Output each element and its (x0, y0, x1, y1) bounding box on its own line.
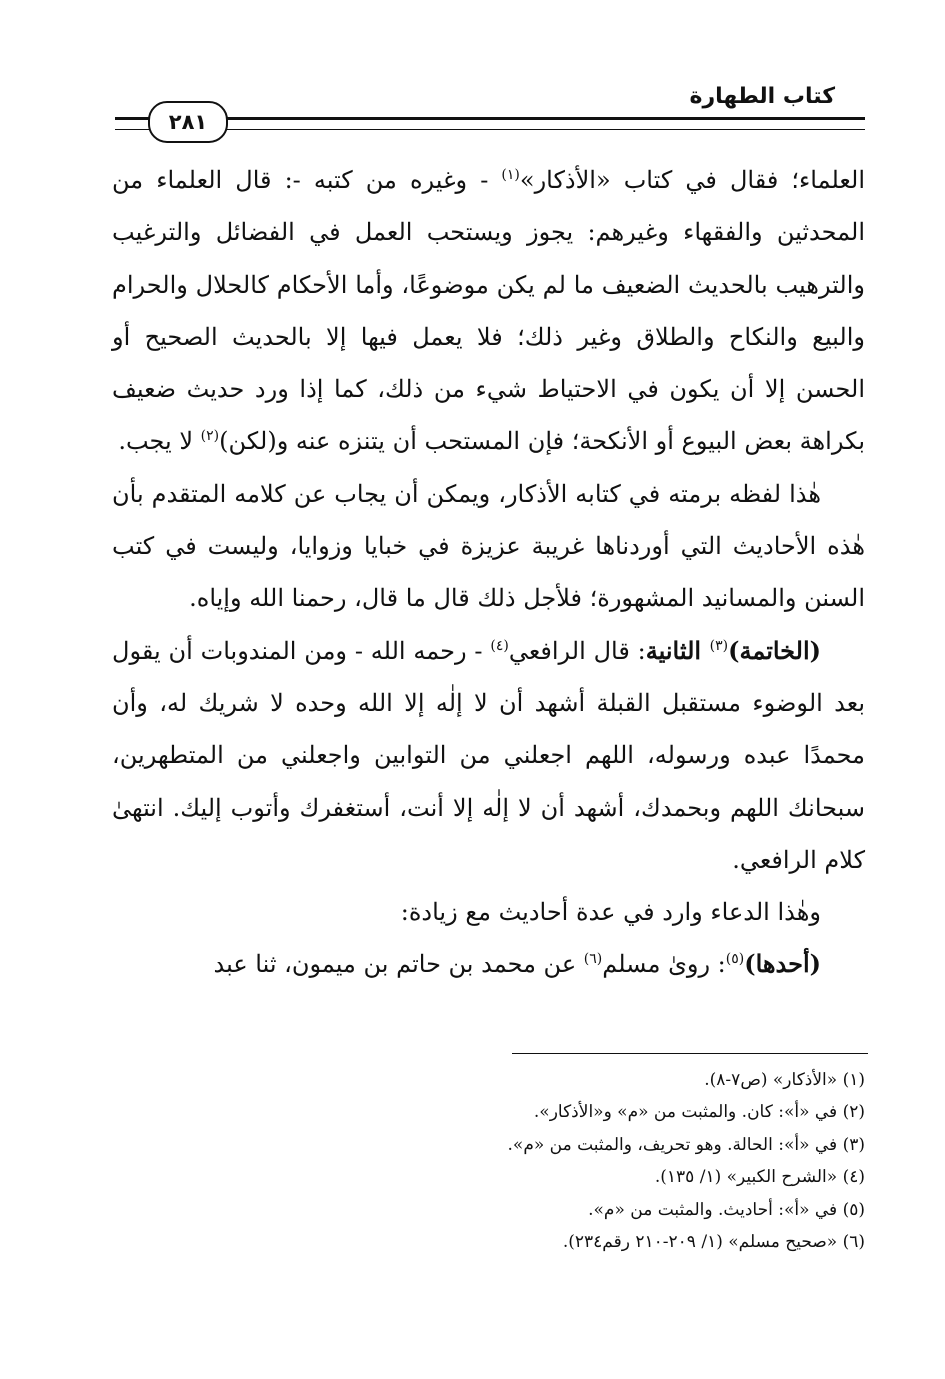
page-number-badge: ٢٨١ (148, 101, 228, 143)
paragraph-5 (112, 938, 865, 990)
running-header-title: كتاب الطهارة (689, 84, 835, 109)
section-label-first: (أحدها) (744, 949, 821, 979)
paragraph-1-text-c: لا يجب. (118, 427, 201, 456)
paragraph-1 (112, 154, 865, 468)
footnote-6: (٦) «صحيح مسلم» (١/ ٢٠٩-٢١٠ رقم٢٣٤). (562, 1232, 865, 1253)
paragraph-1-text-b: - وغيره من كتبه -: قال العلماء من المحدثين والفقهاء وغيرهم: يجوز ويستحب العمل في الفضائل والترغيب والترهيب بالحديث الضعيف ما لم يكن موضوعًا، وأما الأحكام كالحلال والحرام والبيع والنكاح والطلاق وغير ذلك؛ فلا يعمل فيها إلا بالحديث الصحيح أو الحسن إلا أن يكون في الاحتياط شيء من ذلك، كما إذا ورد حديث ضعيف بكراهة بعض البيوع أو الأنكحة؛ فإن المستحب أن يتنزه عنه و(لكن) (112, 166, 865, 456)
paragraph-3-text-a: : قال الرافعي (508, 636, 646, 665)
main-text (112, 154, 865, 991)
paragraph-5-text-b: عن محمد بن حاتم بن ميمون، ثنا عبد (213, 950, 584, 979)
footnote-1: (١) «الأذكار» (ص٧-٨). (704, 1070, 865, 1090)
footnote-ref-4: (٤) (490, 637, 509, 654)
paragraph-3 (112, 625, 865, 886)
footnote-ref-1: (١) (501, 167, 520, 183)
footnote-separator (512, 1053, 868, 1054)
footnote-3: (٣) في «أ»: الحالة. وهو تحريف، والمثبت من «م». (507, 1134, 865, 1155)
footnote-2: (٢) في «أ»: كان. والمثبت من «م» و«الأذكار». (533, 1102, 865, 1123)
footnote-ref-2: (٢) (200, 428, 220, 445)
section-label-conclusion: (الخاتمة) (728, 635, 822, 665)
footnote-ref-6: (٦) (583, 951, 603, 968)
paragraph-1-text-a: العلماء؛ فقال في كتاب «الأذكار» (519, 166, 865, 194)
paragraph-5-text-a: : روىٰ مسلم (602, 950, 726, 979)
paragraph-4: وهٰذا الدعاء وارد في عدة أحاديث مع زيادة: (400, 898, 821, 927)
footnote-ref-3: (٣) (709, 637, 729, 654)
footnote-4: (٤) «الشرح الكبير» (١/ ١٣٥). (654, 1167, 865, 1188)
footnotes (112, 1064, 865, 1258)
paragraph-2: هٰذا لفظه برمته في كتابه الأذكار، ويمكن أن يجاب عن كلامه المتقدم بأن هٰذه الأحاديث التي أوردناها غريبة عزيزة في خبايا وزوايا، وليست في كتب السنن والمسانيد المشهورة؛ فلأجل ذلك قال ما قال، رحمنا الله وإياه. (112, 479, 865, 613)
paragraph-3-text-b: - رحمه الله - ومن المندوبات أن يقول بعد الوضوء مستقبل القبلة أشهد أن لا إلٰه إلا الله وحده لا شريك له، وأن محمدًا عبده ورسوله، اللهم اجعلني من التوابين واجعلني من المتطهرين، سبحانك اللهم وبحمدك، أشهد أن لا إلٰه إلا أنت، أستغفرك وأتوب إليك. انتهىٰ كلام الرافعي. (112, 636, 866, 874)
footnote-5: (٥) في «أ»: أحاديث. والمثبت من «م». (588, 1199, 865, 1220)
section-label-second: الثانية (645, 635, 710, 665)
footnote-ref-5: (٥) (725, 951, 745, 968)
